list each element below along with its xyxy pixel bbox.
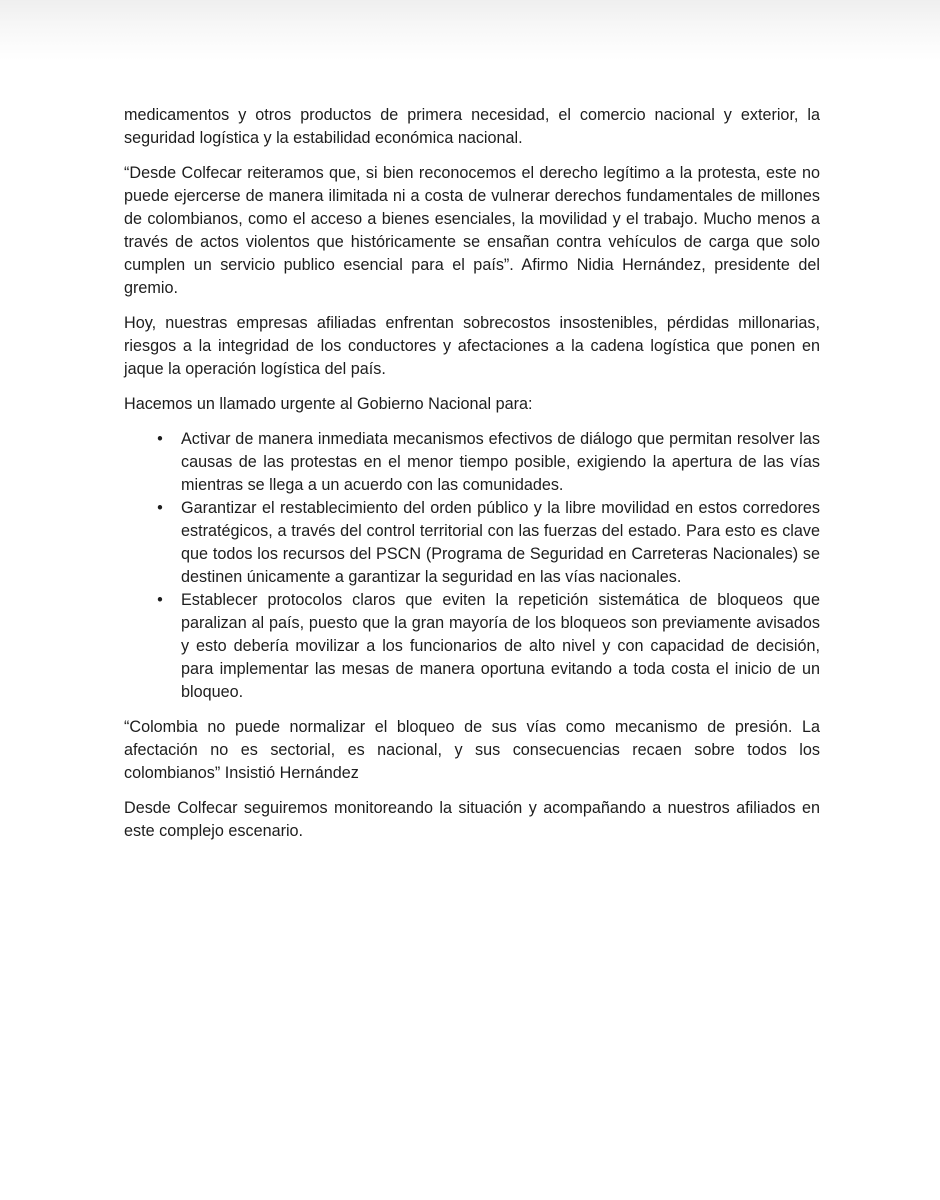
list-item-text: Garantizar el restablecimiento del orden público y la libre movilidad en estos corredores estratégicos, a través del control territorial con las fuerzas del estado. Para esto es clave que todos los recursos del PSCN (Programa de Seguridad en Carreteras Nacionales) se destinen únicamente a garantizar la seguridad en las vías nacionales. bbox=[181, 499, 820, 586]
document-body bbox=[124, 104, 820, 855]
bullet-icon: • bbox=[157, 499, 163, 517]
demands-list bbox=[124, 428, 820, 704]
paragraph-quote-colfecar: “Desde Colfecar reiteramos que, si bien reconocemos el derecho legítimo a la protesta, este no puede ejercerse de manera ilimitada ni a costa de vulnerar derechos fundamentales de millones de colombianos, como el acceso a bienes esenciales, la movilidad y el trabajo. Mucho menos a través de actos violentos que históricamente se ensañan contra vehículos de carga que solo cumplen un servicio publico esencial para el país”. Afirmo Nidia Hernández, presidente del gremio. bbox=[124, 164, 820, 297]
list-item bbox=[124, 428, 820, 497]
paragraph-continuation: medicamentos y otros productos de primera necesidad, el comercio nacional y exterior, la seguridad logística y la estabilidad económica nacional. bbox=[124, 106, 820, 147]
list-item-text: Activar de manera inmediata mecanismos efectivos de diálogo que permitan resolver las causas de las protestas en el menor tiempo posible, exigiendo la apertura de las vías mientras se llega a un acuerdo con las comunidades. bbox=[181, 430, 820, 494]
list-item-text: Establecer protocolos claros que eviten la repetición sistemática de bloqueos que paralizan al país, puesto que la gran mayoría de los bloqueos son previamente avisados y esto debería movilizar a los funcionarios de alto nivel y con capacidad de decisión, para implementar las mesas de manera oportuna evitando a toda costa el inicio de un bloqueo. bbox=[181, 591, 820, 701]
paragraph-affiliates: Hoy, nuestras empresas afiliadas enfrentan sobrecostos insostenibles, pérdidas millonarias, riesgos a la integridad de los conductores y afectaciones a la cadena logística que ponen en jaque la operación logística del país. bbox=[124, 314, 820, 378]
list-item bbox=[124, 589, 820, 704]
page-top-shadow bbox=[0, 0, 940, 60]
bullet-icon: • bbox=[157, 430, 163, 448]
bullet-icon: • bbox=[157, 591, 163, 609]
paragraph-quote-hernandez: “Colombia no puede normalizar el bloqueo de sus vías como mecanismo de presión. La afectación no es sectorial, es nacional, y sus consecuencias recaen sobre todos los colombianos” Insistió Hernández bbox=[124, 718, 820, 782]
list-item bbox=[124, 497, 820, 589]
paragraph-call-to-government: Hacemos un llamado urgente al Gobierno Nacional para: bbox=[124, 395, 533, 413]
paragraph-closing: Desde Colfecar seguiremos monitoreando la situación y acompañando a nuestros afiliados en este complejo escenario. bbox=[124, 799, 820, 840]
